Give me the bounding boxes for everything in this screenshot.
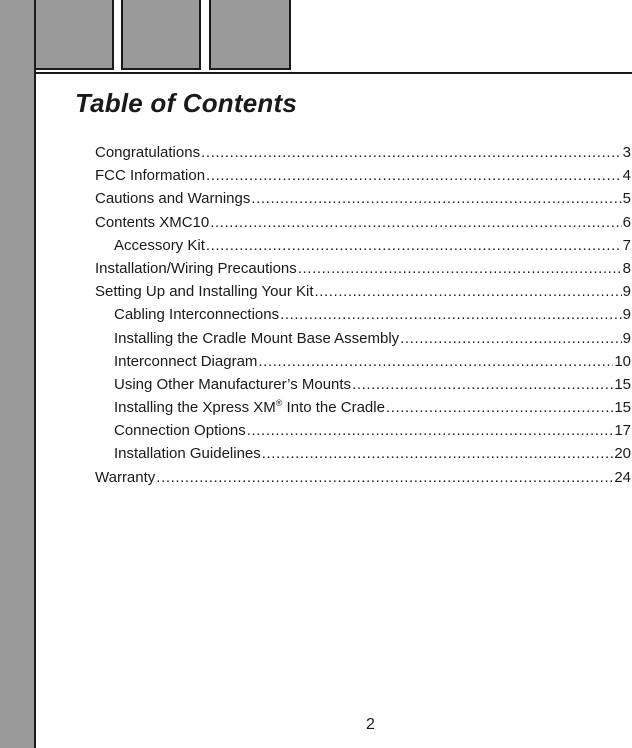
dot-leader xyxy=(258,350,613,373)
toc-entry-interconnect-diagram xyxy=(95,350,631,373)
toc-entry-label: Setting Up and Installing Your Kit xyxy=(95,283,314,301)
toc-entry-label: Congratulations xyxy=(95,144,201,161)
header-rule xyxy=(34,72,632,74)
table-of-contents xyxy=(95,141,631,489)
toc-entry-setting-up-and-installing xyxy=(95,280,631,303)
dot-leader xyxy=(314,280,621,303)
toc-entry-installation-guidelines xyxy=(95,442,631,465)
left-margin-band xyxy=(0,0,36,748)
toc-entry-label xyxy=(114,396,385,419)
dot-leader xyxy=(400,327,622,350)
toc-entry-installation-wiring-precautions xyxy=(95,257,631,280)
dot-leader xyxy=(201,141,622,164)
toc-entry-warranty xyxy=(95,466,631,489)
toc-entry-label-part: Installing the Xpress XM xyxy=(114,399,276,417)
toc-entry-label: Installing the Cradle Mount Base Assembly xyxy=(114,329,400,347)
toc-entry-label: Cabling Interconnections xyxy=(114,306,280,324)
toc-entry-page: 24 xyxy=(614,468,631,486)
toc-entry-page: 8 xyxy=(622,259,631,277)
toc-entry-page: 15 xyxy=(614,399,631,417)
toc-entry-label-part: Into the Cradle xyxy=(282,399,385,417)
section-tab-2 xyxy=(121,0,201,70)
toc-entry-page: 3 xyxy=(622,144,631,161)
page-title: Table of Contents xyxy=(75,88,297,118)
toc-entry-page: 17 xyxy=(614,422,631,440)
dot-leader xyxy=(386,396,613,419)
dot-leader xyxy=(206,164,622,187)
toc-entry-page: 9 xyxy=(622,329,631,347)
toc-entry-label: Installation Guidelines xyxy=(114,445,261,463)
section-tab-1 xyxy=(34,0,114,70)
toc-entry-cabling-interconnections xyxy=(95,303,631,326)
toc-entry-fcc-information xyxy=(95,164,631,187)
dot-leader xyxy=(352,373,613,396)
toc-entry-installing-xpress-xm xyxy=(95,396,631,419)
toc-entry-cradle-mount-base-assembly xyxy=(95,327,631,350)
registered-mark: ® xyxy=(275,398,283,409)
dot-leader xyxy=(156,466,613,489)
toc-entry-label: Warranty xyxy=(95,468,156,486)
dot-leader xyxy=(210,211,621,234)
dot-leader xyxy=(251,187,621,210)
toc-entry-page: 20 xyxy=(614,445,631,463)
toc-entry-connection-options xyxy=(95,419,631,442)
dot-leader xyxy=(298,257,622,280)
dot-leader xyxy=(206,234,622,257)
toc-entry-label: Interconnect Diagram xyxy=(114,352,258,370)
page-number: 2 xyxy=(366,716,375,733)
toc-entry-label: Accessory Kit xyxy=(114,236,205,254)
toc-entry-label: FCC Information xyxy=(95,167,206,185)
toc-entry-page: 6 xyxy=(622,213,631,231)
toc-entry-label: Using Other Manufacturer’s Mounts xyxy=(114,375,352,393)
toc-entry-page: 9 xyxy=(622,283,631,301)
toc-entry-label: Installation/Wiring Precautions xyxy=(95,259,297,277)
toc-entry-page: 15 xyxy=(614,375,631,393)
toc-entry-label: Contents XMC10 xyxy=(95,213,210,231)
dot-leader xyxy=(247,419,614,442)
toc-entry-congratulations xyxy=(95,141,631,164)
toc-entry-accessory-kit xyxy=(95,234,631,257)
toc-entry-other-manufacturers-mounts xyxy=(95,373,631,396)
dot-leader xyxy=(280,303,622,326)
toc-entry-page: 9 xyxy=(622,306,631,324)
toc-entry-page: 10 xyxy=(614,352,631,370)
toc-entry-page: 7 xyxy=(622,236,631,254)
toc-entry-page: 4 xyxy=(622,167,631,185)
section-tab-3 xyxy=(209,0,291,70)
toc-entry-page: 5 xyxy=(622,190,631,208)
toc-entry-label: Cautions and Warnings xyxy=(95,190,251,208)
toc-entry-label: Connection Options xyxy=(114,422,246,440)
toc-entry-cautions-and-warnings xyxy=(95,187,631,210)
toc-entry-contents-xmc10 xyxy=(95,211,631,234)
dot-leader xyxy=(262,442,614,465)
